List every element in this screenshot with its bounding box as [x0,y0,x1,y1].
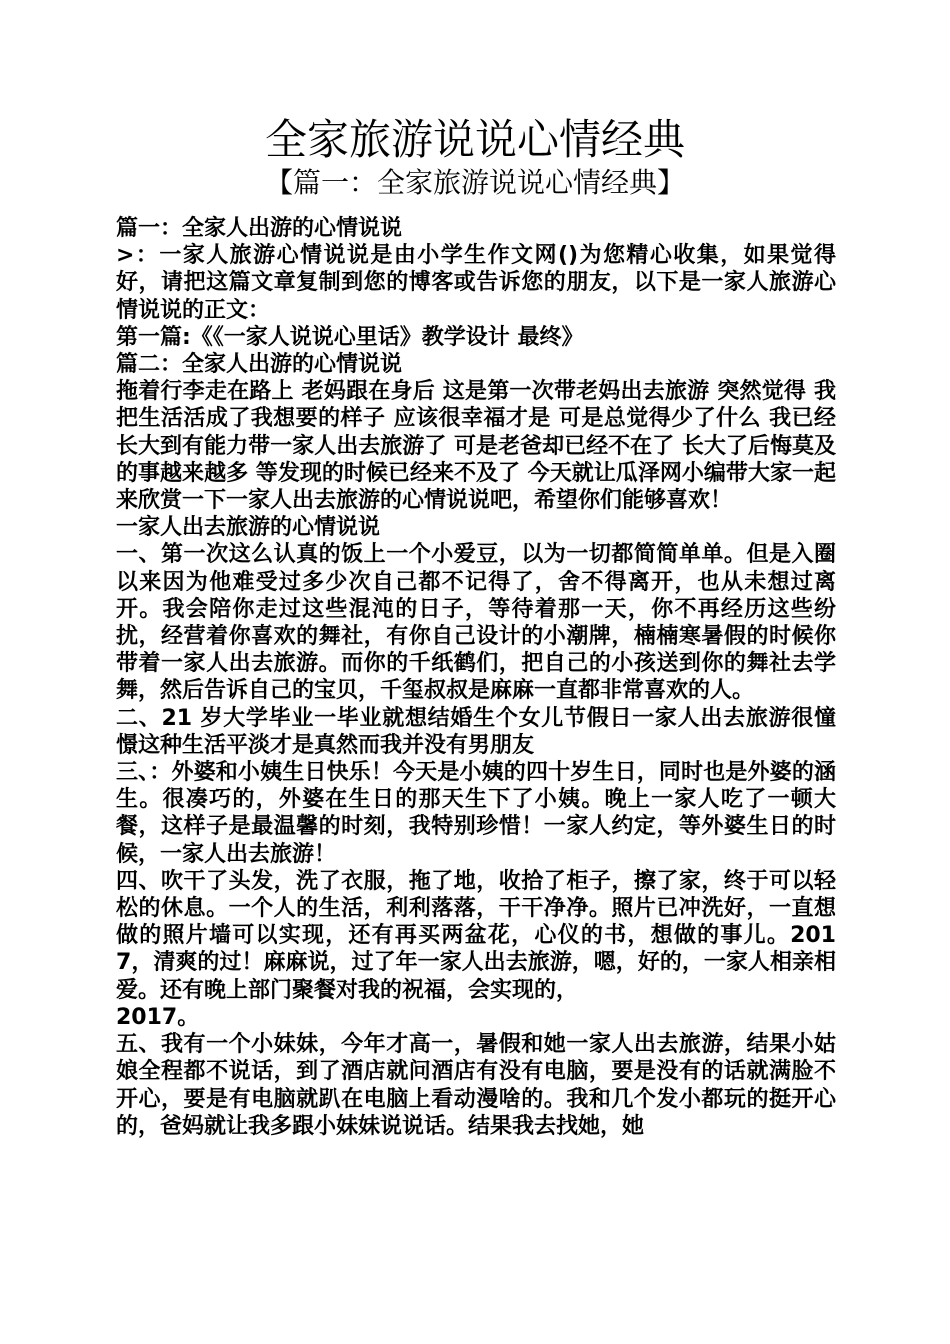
section-heading: 篇一：全家人出游的心情说说 [116,216,403,241]
section-heading: 第一篇:《《一家人说说心里话》教学设计 最终》 [116,324,584,350]
body-paragraph: 2017。 [116,1004,200,1030]
body-paragraph: 三、：外婆和小姨生日快乐！今天是小姨的四十岁生日，同时也是外婆的涵生。很凑巧的，外婆在生日的那天生下了小姨。晚上一家人吃了一顿大餐，这样子是最温馨的时刻，我特别珍惜！一家人约定，等外婆生日的时候，一家人出去旅游！ [116,760,836,867]
body-paragraph: 拖着行李走在路上 老妈跟在身后 这是第一次带老妈出去旅游 突然觉得 我把生活活成了我想要的样子 应该很幸福才是 可是总觉得少了什么 我已经长大到有能力带一家人出去旅游了 可是老爸却已经不在了 长大了后悔莫及的事越来越多 等发现的时候已经来不及了 今天就让瓜泽网小编带大家一起来欣赏一下一家人出去旅游的心情说说吧，希望你们能够喜欢！ [116,379,836,514]
body-paragraph: 一、第一次这么认真的饭上一个小爱豆，以为一切都简简单单。但是入圈以来因为他难受过多少次自己都不记得了，舍不得离开，也从未想过离开。我会陪你走过这些混沌的日子，等待着那一天，你不再经历这些纷扰，经营着你喜欢的舞社，有你自己设计的小潮牌，楠楠寒暑假的时候你带着一家人出去旅游。而你的千纸鹤们，把自己的小孩送到你的舞社去学舞，然后告诉自己的宝贝，千玺叔叔是麻麻一直都非常喜欢的人。 [116,542,836,704]
document-body [116,215,836,1140]
document-subtitle: 【篇一：全家旅游说说心情经典】 [264,166,685,199]
document-title: 全家旅游说说心情经典 [264,115,685,164]
section-heading: 一家人出去旅游的心情说说 [116,515,381,541]
body-paragraph: 四、吹干了头发，洗了衣服，拖了地，收拾了柜子，擦了家，终于可以轻松的休息。一个人的生活，利利落落，干干净净。照片已冲洗好，一直想做的照片墙可以实现，还有再买两盆花，心仪的书，想做的事儿。2017，清爽的过！麻麻说，过了年一家人出去旅游，嗯，好的，一家人相亲相爱。还有晚上部门聚餐对我的祝福，会实现的， [116,868,836,1003]
body-paragraph: 五、我有一个小妹妹，今年才高一，暑假和她一家人出去旅游，结果小姑娘全程都不说话，到了酒店就问酒店有没有电脑，要是没有的话就满脸不开心，要是有电脑就趴在电脑上看动漫啥的。我和几个发小都玩的挺开心的，爸妈就让我多跟小妹妹说说话。结果我去找她，她 [116,1032,836,1139]
intro-paragraph: >：一家人旅游心情说说是由小学生作文网()为您精心收集，如果觉得好，请把这篇文章复制到您的博客或告诉您的朋友，以下是一家人旅游心情说说的正文： [116,243,836,323]
section-heading: 篇二：全家人出游的心情说说 [116,352,403,378]
body-paragraph: 二、21 岁大学毕业一毕业就想结婚生个女儿节假日一家人出去旅游很憧憬这种生活平淡才是真然而我并没有男朋友 [116,705,836,758]
